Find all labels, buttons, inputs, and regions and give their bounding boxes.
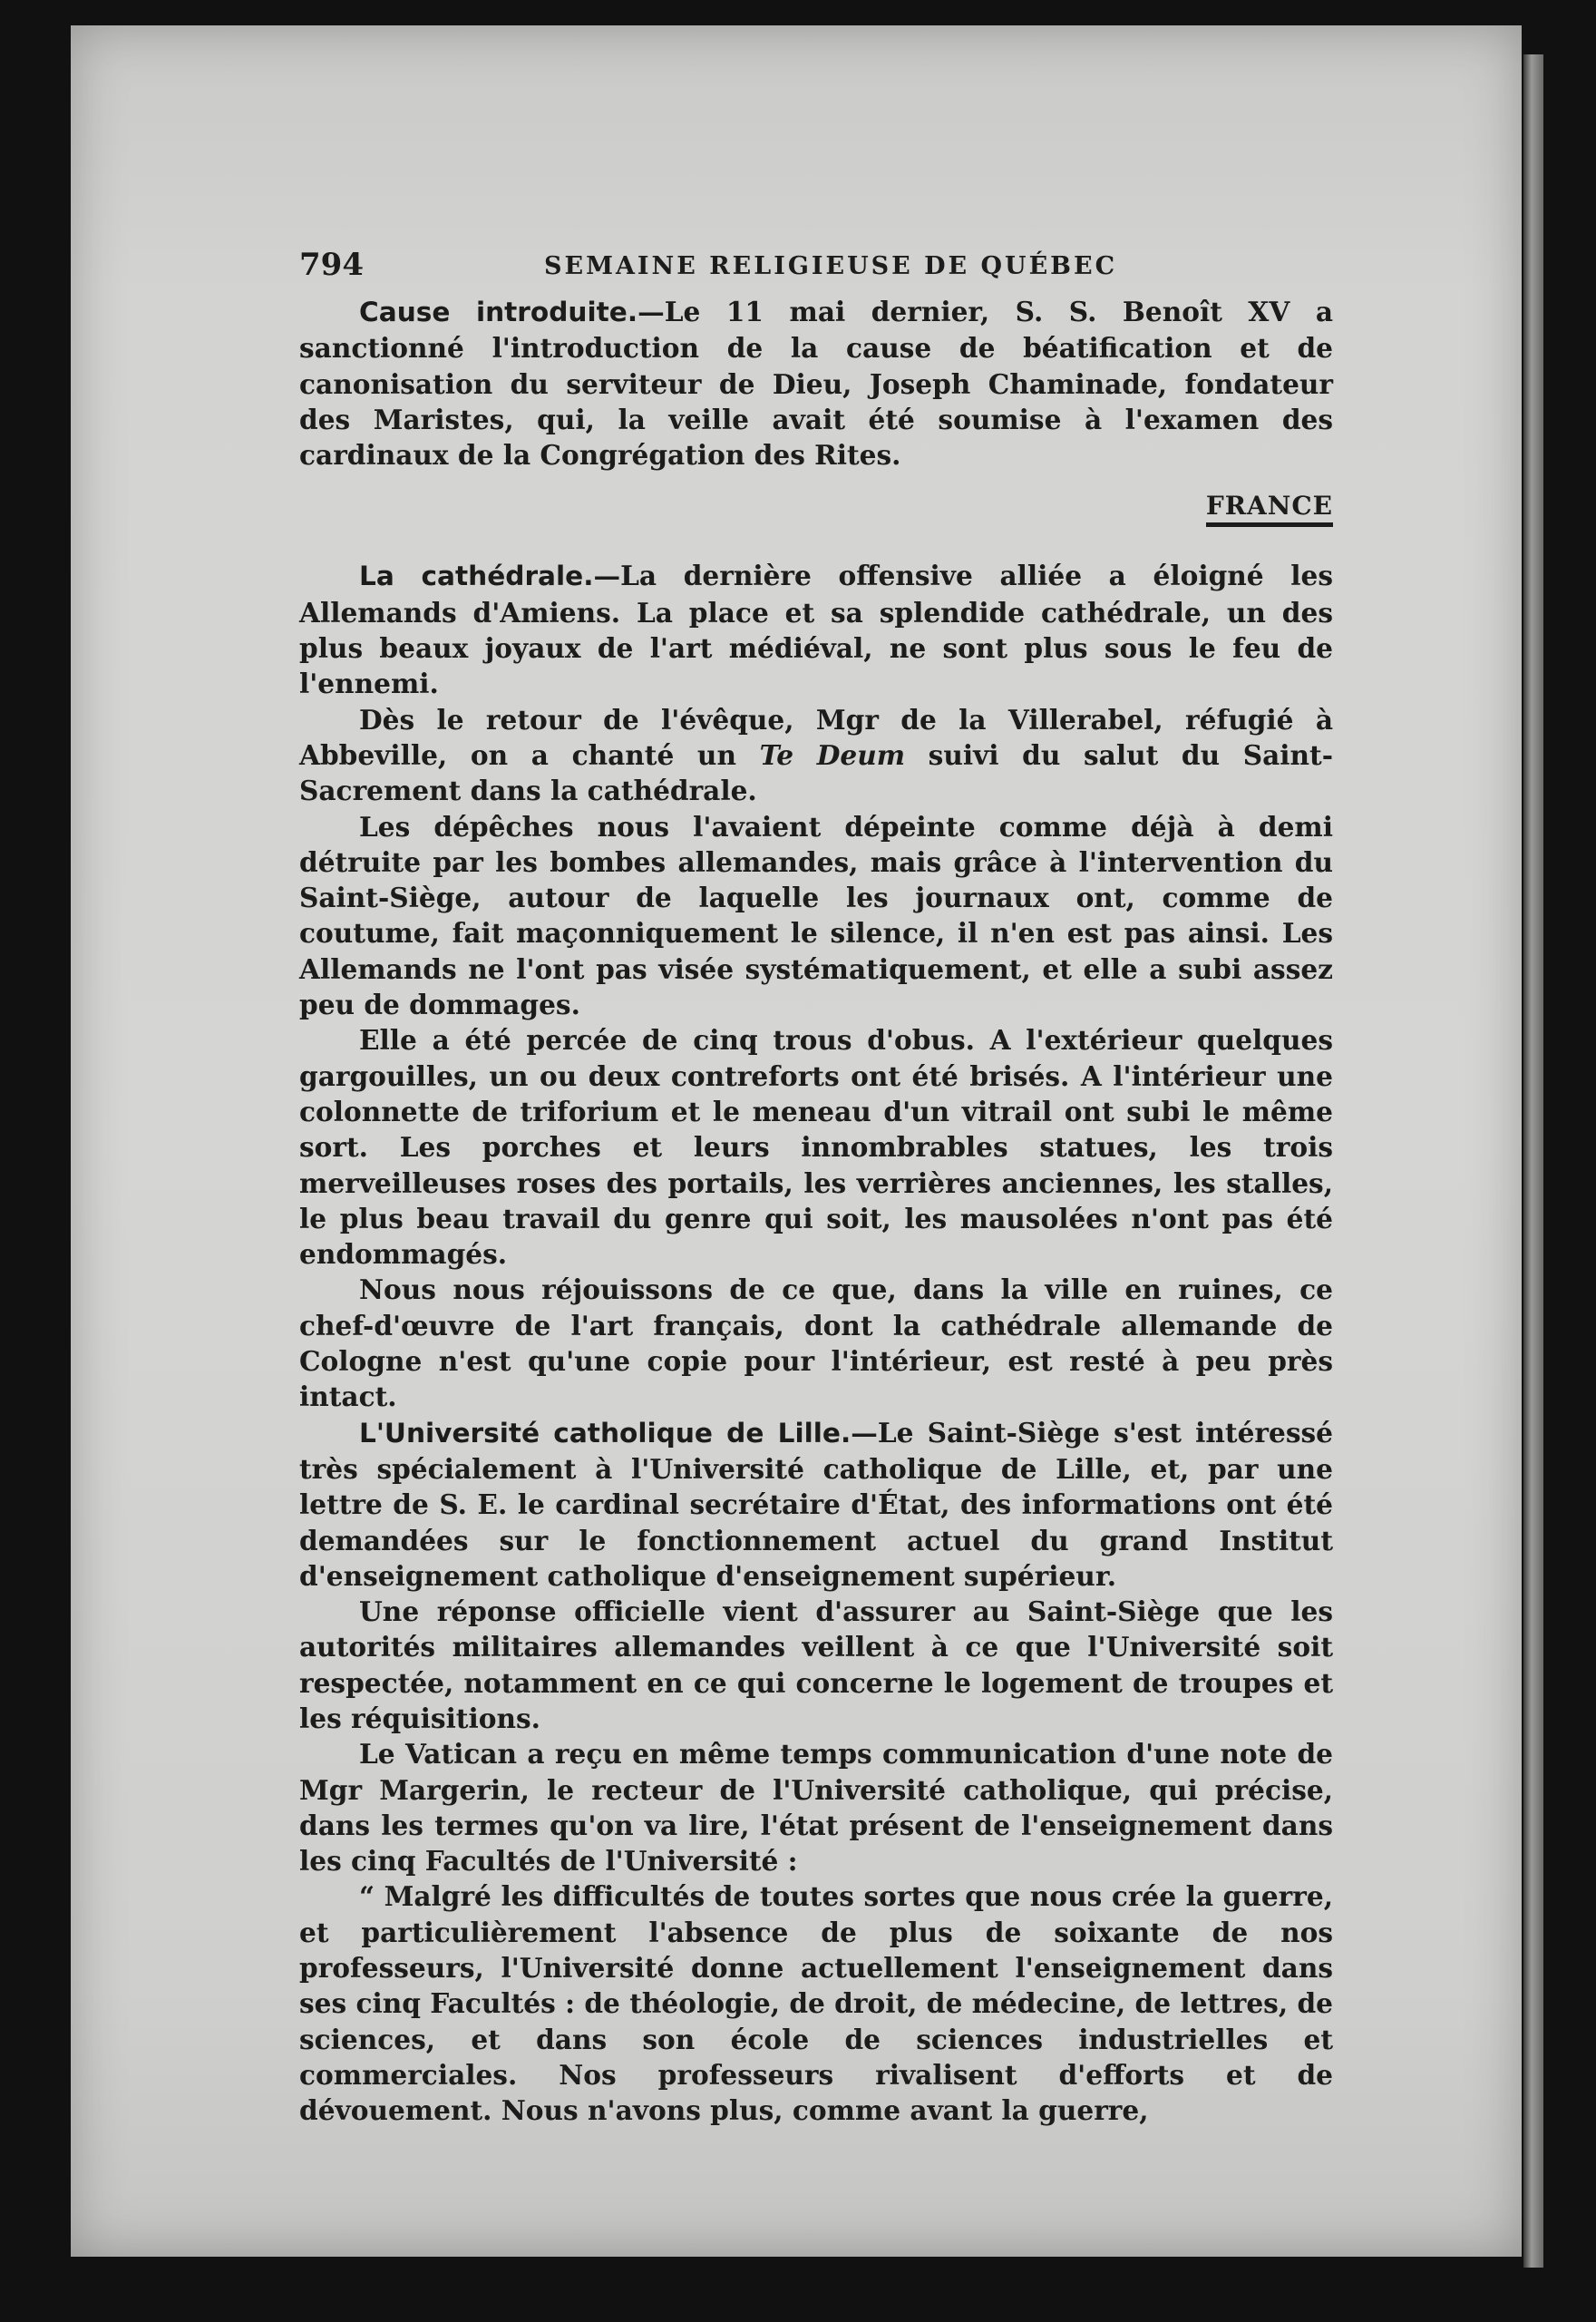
lead-universite: L'Université catholique de Lille. (359, 1417, 852, 1449)
text-cause-introduite: —Le 11 mai dernier, S. S. Benoît XV a sanctionné l'introduction de la cause de béatification et de canonisation du serviteur de Dieu, Joseph Chaminade, fondateur des Maristes, qui, la veille avait été soumise à l'examen des cardinaux de la Congrégation des Rites. (299, 296, 1334, 472)
text-te-deum-after: suivi du salut du Saint-Sacrement dans la cathédrale. (299, 738, 1334, 807)
paragraph-universite (299, 1415, 1333, 1594)
paragraph-te-deum (299, 702, 1333, 809)
section-heading-france: FRANCE (1206, 491, 1333, 527)
lead-cause-introduite: Cause introduite. (359, 297, 638, 327)
next-page-edge (1523, 54, 1543, 2268)
text-te-deum-italic: Te Deum (759, 738, 906, 771)
page-number: 794 (299, 247, 364, 283)
paragraph-malgre: “ Malgré les difficultés de toutes sortes que nous crée la guerre, et particulièrement l'absence de plus de soixante de nos professeurs, l'Université donne actuellement l'enseignement dans ses cinq Facultés : de théologie, de droit, de médecine, de lettres, de sciences, et dans son école de sciences industrielles et commerciales. Nos professeurs rivalisent d'efforts et de dévouement. Nous n'avons plus, comme avant la guerre, (299, 1880, 1333, 2127)
running-title: SEMAINE RELIGIEUSE DE QUÉBEC (544, 252, 1118, 280)
text-universite: —Le Saint-Siège s'est intéressé très spécialement à l'Université catholique de Lille, et, par une lettre de S. E. le cardinal secrétaire d'État, des informations ont été demandées sur le fonctionnement actuel du grand Institut d'enseignement catholique d'enseignement supérieur. (299, 1416, 1333, 1592)
paragraph-obus: Elle a été percée de cinq trous d'obus. A l'extérieur quelques gargouilles, un ou deux contreforts ont été brisés. A l'intérieur une colonnette de triforium et le meneau d'un vitrail ont subi le même sort. Les porches et leurs innombrables statues, les trois merveilleuses roses des portails, les verrières anciennes, les stalles, le plus beau travail du genre qui soit, les mausolées n'ont pas été endommagés. (299, 1024, 1333, 1271)
paragraph-rejouissons: Nous nous réjouissons de ce que, dans la ville en ruines, ce chef-d'œuvre de l'art français, dont la cathédrale allemande de Cologne n'est qu'une copie pour l'intérieur, est resté à peu près intact. (299, 1273, 1333, 1413)
page-content (299, 247, 1333, 2129)
paragraph-depeches: Les dépêches nous l'avaient dépeinte comme déjà à demi détruite par les bombes allemandes, mais grâce à l'intervention du Saint-Siège, autour de laquelle les journaux ont, comme de coutume, fait maçonniquement le silence, il n'en est pas ainsi. Les Allemands ne l'ont pas visée systématiquement, et elle a subi assez peu de dommages. (299, 810, 1333, 1021)
lead-cathedrale: La cathédrale. (359, 561, 594, 592)
section-heading-wrap (299, 491, 1333, 527)
paragraph-reponse-officielle: Une réponse officielle vient d'assurer au Saint-Siège que les autorités militaires allemandes veillent à ce que l'Université soit respectée, notamment en ce qui concerne le logement de troupes et les réquisitions. (299, 1595, 1333, 1734)
text-te-deum-before: Dès le retour de l'évêque, Mgr de la Villerabel, réfugié à Abbeville, on a chanté un (299, 703, 1333, 771)
running-header (299, 247, 1333, 294)
text-cathedrale: —La dernière offensive alliée a éloigné les Allemands d'Amiens. La place et sa splendide cathédrale, un des plus beaux joyaux de l'art médiéval, ne sont plus sous le feu de l'ennemi. (299, 560, 1333, 700)
paragraph-vatican: Le Vatican a reçu en même temps communication d'une note de Mgr Margerin, le recteur de l'Université catholique, qui précise, dans les termes qu'on va lire, l'état présent de l'enseignement dans les cinq Facultés de l'Université : (299, 1738, 1333, 1878)
paragraph-cause-introduite (299, 294, 1333, 473)
paragraph-cathedrale (299, 558, 1333, 701)
